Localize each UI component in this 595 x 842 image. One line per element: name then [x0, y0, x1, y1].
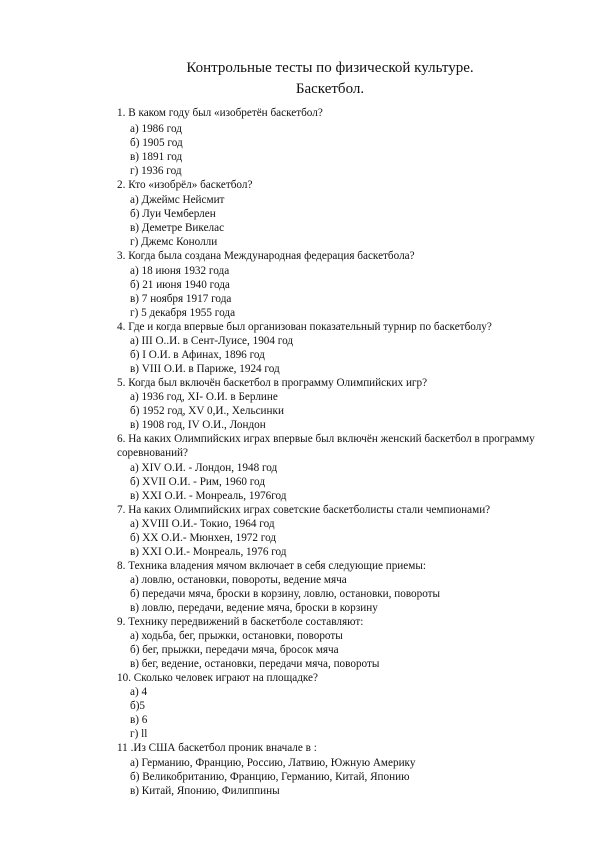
- answer-1c: в) 1891 год: [130, 151, 183, 163]
- question-9: 9. Технику передвижений в баскетболе составляют:: [117, 616, 364, 628]
- answer-2b: б) Луи Чемберлен: [130, 208, 216, 220]
- document-subtitle: Баскетбол.: [295, 81, 365, 97]
- answer-3a: а) 18 июня 1932 года: [130, 265, 230, 277]
- answer-10b: б)5: [130, 700, 146, 712]
- answer-9c: в) бег, ведение, остановки, передачи мяча, повороты: [130, 658, 380, 670]
- question-2: 2. Кто «изобрёл» баскетбол?: [117, 179, 253, 191]
- answer-8a: а) ловлю, остановки, повороты, ведение мяча: [130, 574, 347, 586]
- answer-7b: б) XX О.И.- Мюнхен, 1972 год: [130, 532, 277, 544]
- question-11: 11 .Из США баскетбол проник вначале в :: [117, 742, 317, 754]
- answer-11c: в) Китай, Японию, Филиппины: [130, 785, 280, 797]
- answer-1d: г) 1936 год: [130, 165, 182, 177]
- answer-5b: б) 1952 год, XV 0,И., Хельсинки: [130, 405, 284, 417]
- question-6-continued: соревнований?: [117, 447, 189, 459]
- question-8: 8. Техника владения мячом включает в себя следующие приемы:: [117, 560, 426, 572]
- answer-7a: а) XVIII О.И.- Токио, 1964 год: [130, 518, 275, 530]
- answer-2c: в) Деметре Викелас: [130, 222, 225, 234]
- answer-9a: а) ходьба, бег, прыжки, остановки, повороты: [130, 630, 343, 642]
- answer-11b: б) Великобританию, Францию, Германию, Китай, Японию: [130, 771, 410, 783]
- document-title: Контрольные тесты по физической культуре.: [186, 60, 474, 76]
- answer-6a: а) XIV О.И. - Лондон, 1948 год: [130, 462, 278, 474]
- answer-4a: а) III О..И. в Сент-Луисе, 1904 год: [130, 335, 294, 347]
- answer-9b: б) бег, прыжки, передачи мяча, бросок мяча: [130, 644, 339, 656]
- question-7: 7. На каких Олимпийских играх советские баскетболисты стали чемпионами?: [117, 504, 491, 516]
- answer-3d: г) 5 декабря 1955 года: [130, 307, 236, 319]
- question-1: 1. В каком году был «изобретён баскетбол?: [117, 107, 323, 119]
- answer-11a: а) Германию, Францию, Россию, Латвию, Южную Америку: [130, 757, 416, 769]
- answer-1a: а) 1986 год: [130, 123, 182, 135]
- answer-10c: в) 6: [130, 714, 148, 726]
- answer-2a: а) Джеймс Нейсмит: [130, 194, 225, 206]
- answer-3c: в) 7 ноября 1917 года: [130, 293, 232, 305]
- answer-1b: б) 1905 год: [130, 137, 183, 149]
- answer-8b: б) передачи мяча, броски в корзину, ловлю, остановки, повороты: [130, 588, 441, 600]
- question-4: 4. Где и когда впервые был организован показательный турнир по баскетболу?: [117, 321, 492, 333]
- answer-8c: в) ловлю, передачи, ведение мяча, броски в корзину: [130, 602, 378, 614]
- question-10: 10. Сколько человек играют на площадке?: [117, 672, 318, 684]
- answer-4b: б) I О.И. в Афинах, 1896 год: [130, 349, 265, 361]
- answer-10a: а) 4: [130, 686, 148, 698]
- answer-3b: б) 21 июня 1940 года: [130, 279, 230, 291]
- answer-5a: а) 1936 год, XI- О.И. в Берлине: [130, 391, 278, 403]
- answer-5c: в) 1908 год, IV О.И., Лондон: [130, 419, 266, 431]
- question-3: 3. Когда была создана Международная федерация баскетбола?: [117, 250, 415, 262]
- answer-2d: г) Джемс Конолли: [130, 236, 218, 248]
- answer-6b: б) XVII О.И. - Рим, 1960 год: [130, 476, 266, 488]
- answer-7c: в) XXI О.И.- Монреаль, 1976 год: [130, 546, 287, 558]
- answer-10d: г) ll: [130, 728, 148, 740]
- question-6: 6. На каких Олимпийских играх впервые был включён женский баскетбол в программу: [117, 433, 535, 445]
- question-5: 5. Когда был включён баскетбол в программу Олимпийских игр?: [117, 377, 428, 389]
- answer-6c: в) XXI О.И. - Монреаль, 1976год: [130, 490, 287, 502]
- answer-4c: в) VIII О.И. в Париже, 1924 год: [130, 363, 280, 375]
